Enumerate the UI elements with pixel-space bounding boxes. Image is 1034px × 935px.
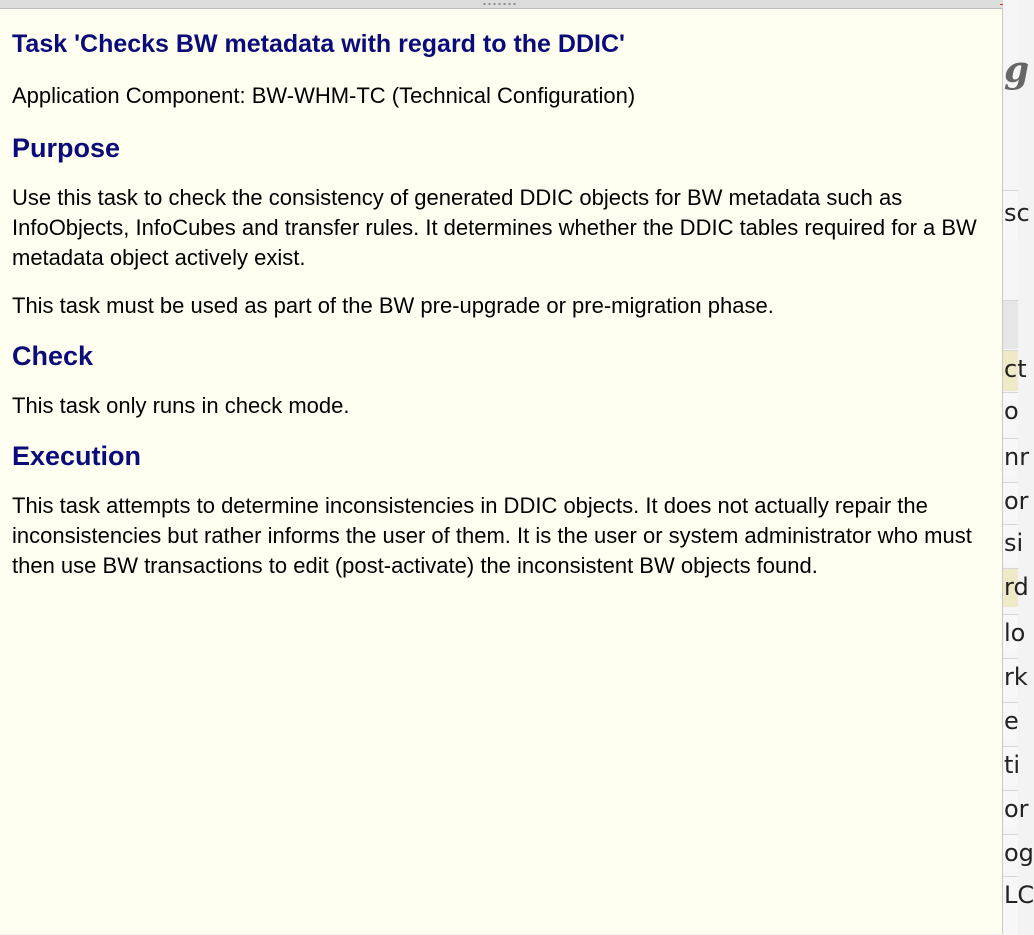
background-row-text: o bbox=[1004, 397, 1019, 425]
background-row-text: rk bbox=[1004, 663, 1028, 691]
background-row-text: g bbox=[1004, 49, 1030, 91]
background-row bbox=[1003, 190, 1030, 241]
background-row-text: sc bbox=[1004, 199, 1030, 227]
background-row[interactable] bbox=[1003, 790, 1029, 829]
background-row-text: ti bbox=[1004, 751, 1021, 779]
background-row[interactable] bbox=[1003, 614, 1026, 653]
background-row-text: og bbox=[1004, 839, 1034, 867]
background-row bbox=[1003, 49, 1030, 110]
background-row[interactable] bbox=[1003, 568, 1029, 607]
section-heading-execution: Execution bbox=[12, 441, 142, 471]
background-row-text: rd bbox=[1004, 573, 1029, 601]
background-row[interactable] bbox=[1003, 524, 1024, 563]
purpose-paragraph: This task must be used as part of the BW pre-upgrade or pre-migration phase. bbox=[12, 293, 774, 318]
background-row-text: e bbox=[1004, 707, 1019, 735]
background-row-text: nr bbox=[1004, 443, 1030, 471]
background-row[interactable] bbox=[1003, 392, 1018, 431]
section-heading-check: Check bbox=[12, 341, 94, 371]
popup-top-border bbox=[0, 0, 1018, 9]
background-row-text: or bbox=[1004, 795, 1029, 823]
background-row[interactable] bbox=[1003, 482, 1029, 521]
popup-title: Task 'Checks BW metadata with regard to the DDIC' bbox=[12, 30, 625, 58]
background-row[interactable] bbox=[1003, 658, 1028, 697]
background-row-text: or bbox=[1004, 487, 1029, 515]
background-row[interactable] bbox=[1003, 876, 1034, 935]
background-row bbox=[1003, 300, 1018, 349]
background-row[interactable] bbox=[1003, 746, 1021, 785]
check-paragraph: This task only runs in check mode. bbox=[12, 393, 350, 418]
background-row-text: ct bbox=[1004, 355, 1027, 383]
background-window bbox=[1003, 0, 1034, 934]
resize-grip-handle[interactable] bbox=[482, 2, 516, 6]
help-popup bbox=[0, 9, 1003, 934]
purpose-paragraph: Use this task to check the consistency of generated DDIC objects for BW metadata such as InfoObjects, InfoCubes and transfer rules. It determines whether the DDIC tables required for a BW metadata object actively exist. bbox=[12, 185, 977, 270]
background-row-text: si bbox=[1004, 529, 1024, 557]
execution-paragraph: This task attempts to determine inconsistencies in DDIC objects. It does not actually repair the inconsistencies but rather informs the user of them. It is the user or system administrator who must then use BW transactions to edit (post-activate) the inconsistent BW objects found. bbox=[12, 493, 972, 578]
background-row-text: LC bbox=[1004, 881, 1034, 909]
background-row-text: lo bbox=[1004, 619, 1026, 647]
background-row[interactable] bbox=[1003, 438, 1030, 477]
application-component-text: Application Component: BW-WHM-TC (Technical Configuration) bbox=[12, 83, 636, 108]
background-row[interactable] bbox=[1003, 702, 1018, 741]
section-heading-purpose: Purpose bbox=[12, 133, 121, 163]
background-row[interactable] bbox=[1003, 350, 1027, 391]
background-row[interactable] bbox=[1003, 834, 1034, 873]
